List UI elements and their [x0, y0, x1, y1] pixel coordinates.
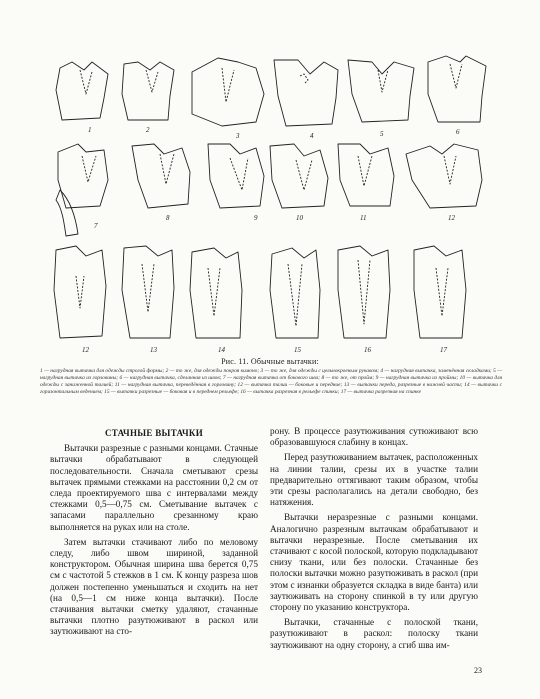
text-column-right — [270, 426, 478, 651]
figure-label: 16 — [364, 346, 371, 354]
figure-label: 17 — [440, 346, 447, 354]
paragraph: Вытачки разрезные с разными концами. Стачные вытачки обрабатывают в следующей последовательности. Сначала сметывают срезы вытачек прямыми стежками на расстоянии 0,2 см от следа проектируемого шва с интервалами между стежками 0,5—0,75 см. Сметывание вытачек с запасами параллельно срезанному краю выполняется на руках или на столе. — [50, 443, 258, 532]
paragraph: рону. В процессе разутюживания сутюживают всю образовавшуюся слабину в концах. — [270, 426, 478, 448]
figure-label: 1 — [88, 126, 92, 134]
figure-caption: Рис. 11. Обычные вытачки: — [221, 357, 319, 366]
dart-patterns-figure — [42, 40, 500, 358]
figure-label: 12 — [82, 346, 89, 354]
page-number: 23 — [474, 666, 482, 675]
figure-label: 3 — [236, 132, 240, 140]
figure-label: 4 — [310, 132, 314, 140]
figure-label: 7 — [94, 222, 98, 230]
figure-label: 13 — [150, 346, 157, 354]
paragraph: Вытачки, стачанные с полоской ткани, разутюживают в раскол: полоску ткани заутюживают на одну сторону, а сгиб шва им- — [270, 617, 478, 650]
figure-label: 8 — [166, 214, 170, 222]
paragraph: Затем вытачки стачивают либо по меловому следу, либо швом шириной, заданной конструктором. Обычная ширина шва берется 0,75 см с частотой 5 стежков в 1 см. К концу разреза шов должен постепенно уменьшаться и сходить на нет (на 0,5—1 см ниже конца вытачки). После стачивания вытачки сметку удаляют, стачанные вытачки плотно разутюживают в раскол или заутюживают на сто- — [50, 536, 258, 637]
figure-label: 14 — [218, 346, 225, 354]
dart-patterns-illustration — [42, 40, 500, 358]
figure-legend: 1 — нагрудная вытачка для одежды строгой формы; 2 — то же, для одежды покроя кимоно; 3 — то же, для одежды с цельнокроеным рукавом; 4 — нагрудная вытачка, заменённая складками; 5 — нагрудная вытачка из горловины; 6 — нагрудная вытачка, сделанная из швов; 7 — нагрудная вытачка от бокового шва; 8 — то же, от пройм; 9 — нагрудная вытачка из проймы; 10 — вытачка для одежды с заниженной талией; 11 — нагрудная вытачка, переведённая в горловину; 12 — вытачка талии — боковые и передние; 13 — вытачки переда, разрезные в нижней части; 14 — вытачки с горизонтальным ведением; 15 — вытачки разрезные — боковая и в переднем рельефе; 16 — вытачка разрезная в рельефе спинки; 17 — вытачка разрезная на спинке — [40, 368, 502, 395]
section-title: СТАЧНЫЕ ВЫТАЧКИ — [104, 428, 204, 438]
figure-label: 5 — [380, 130, 384, 138]
figure-label: 6 — [456, 128, 460, 136]
figure-label: 11 — [360, 214, 367, 222]
figure-label: 10 — [296, 214, 303, 222]
paragraph: Вытачки неразрезные с разными концами. Аналогично разрезным вытачкам обрабатывают и вытачки неразрезные. После сметывания их стачивают с косой полоской, которую подкладывают снизу ткани, или без полоски. Стачанные без полоски вытачки можно разутюживать в раскол (при этом с изнанки образуется складка в виде бантa) или заутюживать на сторону спинкой в ту или другую сторону по указанию конструктора. — [270, 512, 478, 613]
paragraph: Перед разутюживанием вытачек, расположенных на линии талии, срезы их в участке талии предварительно оттягивают таким образом, чтобы эти срезы располагались на детали свободно, без натяжения. — [270, 452, 478, 508]
figure-label: 9 — [254, 214, 258, 222]
figure-label: 12 — [448, 214, 455, 222]
figure-label: 2 — [146, 126, 150, 134]
figure-label: 15 — [294, 346, 301, 354]
text-column-left — [50, 428, 258, 638]
